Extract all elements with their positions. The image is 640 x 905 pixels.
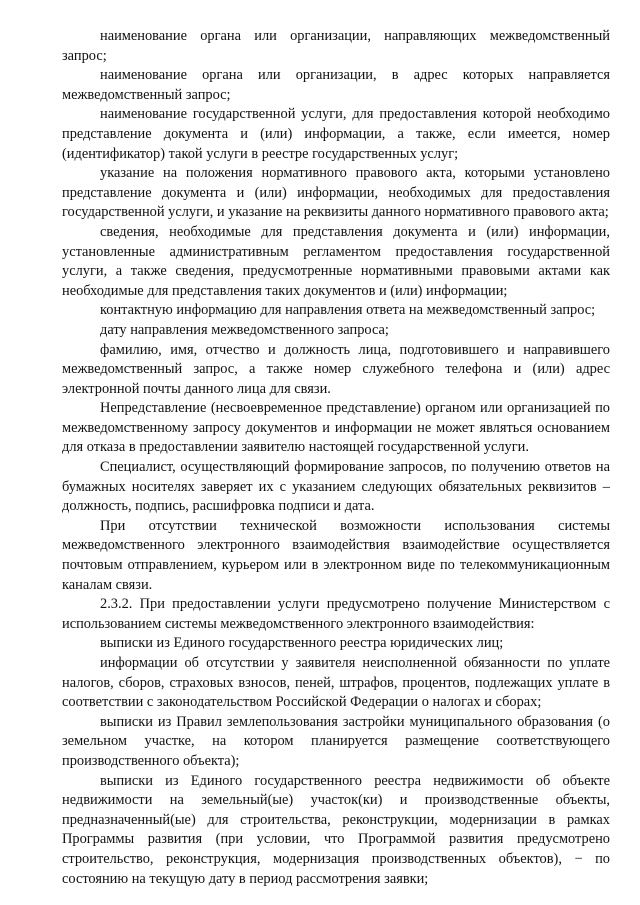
paragraph: Специалист, осуществляющий формирование запросов, по получению ответов на бумажных носителях заверяет их с указанием следующих обязательных реквизитов – должность, подпись, расшифровка подписи и дата. <box>62 459 610 515</box>
paragraph: сведения, необходимые для представления документа и (или) информации, установленные административным регламентом предоставления государственной услуги, а также сведения, предусмотренные нормативными правовыми актами как необходимые для представления таких документов и (или) информации; <box>62 223 610 299</box>
paragraph: выписки из Единого государственного реестра недвижимости об объекте недвижимости на земельный(ые) участок(ки) и производственные объекты, предназначенный(ые) для строительства, реконструкции, модернизации в рамках Программы развития (при условии, что Программой развития предусмотрено строительство, реконструкция, модернизация производственных объектов), − по состоянию на текущую дату в период рассмотрения заявки; <box>62 772 610 887</box>
paragraph: Непредставление (несвоевременное представление) органом или организацией по межведомственному запросу документов и информации не может являться основанием для отказа в предоставлении заявителю настоящей государственной услуги. <box>62 400 610 456</box>
paragraph: выписки из Правил землепользования застройки муниципального образования (о земельном участке, на котором планируется размещение соответствующего производственного объекта); <box>62 713 610 769</box>
paragraph: наименование государственной услуги, для предоставления которой необходимо представление документа и (или) информации, а также, если имеется, номер (идентификатор) такой услуги в реестре государственных услуг; <box>62 106 610 162</box>
paragraph: наименование органа или организации, в адрес которых направляется межведомственный запрос; <box>62 67 610 103</box>
paragraph: указание на положения нормативного правового акта, которыми установлено представление документа и (или) информации, необходимых для предоставления государственной услуги, и указание на реквизиты данного нормативного правового акта; <box>62 165 610 221</box>
document-page <box>62 27 610 889</box>
paragraph: выписки из Единого государственного реестра юридических лиц; <box>100 635 504 652</box>
paragraph: фамилию, имя, отчество и должность лица, подготовившего и направившего межведомственный запрос, а также номер служебного телефона и (или) адрес электронной почты данного лица для связи. <box>62 341 610 397</box>
paragraph: контактную информацию для направления ответа на межведомственный запрос; <box>100 302 596 319</box>
paragraph: дату направления межведомственного запроса; <box>100 321 389 338</box>
paragraph: информации об отсутствии у заявителя неисполненной обязанности по уплате налогов, сборов, страховых взносов, пеней, штрафов, процентов, подлежащих уплате в соответствии с законодательством Российской Федерации о налогах и сборах; <box>62 655 610 711</box>
paragraph: наименование органа или организации, направляющих межведомственный запрос; <box>62 28 610 64</box>
section-paragraph: 2.3.2. При предоставлении услуги предусмотрено получение Министерством с использованием системы межведомственного электронного взаимодействия: <box>62 596 610 632</box>
paragraph: При отсутствии технической возможности использования системы межведомственного электронного взаимодействия взаимодействие осуществляется почтовым отправлением, курьером или в электронном виде по телекоммуникационным каналам связи. <box>62 517 610 593</box>
